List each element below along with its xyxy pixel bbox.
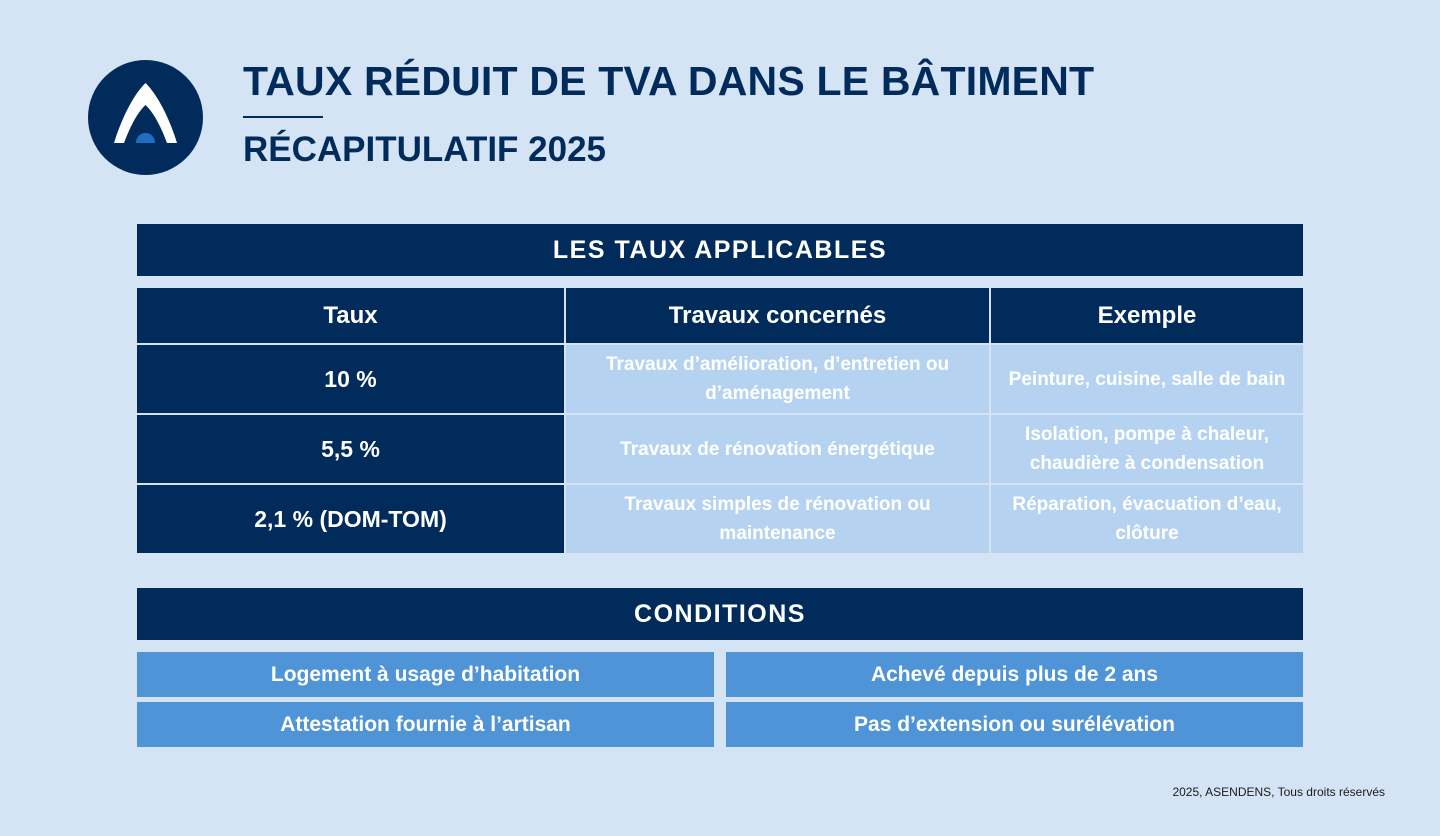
footer-copyright: 2025, ASENDENS, Tous droits réservés: [1172, 785, 1385, 799]
page-title: TAUX RÉDUIT DE TVA DANS LE BÂTIMENT: [243, 58, 1095, 104]
arch-logo-icon: [88, 60, 203, 175]
example-cell: Isolation, pompe à chaleur, chaudière à condensation: [991, 415, 1303, 483]
title-divider: [243, 116, 323, 118]
condition-no-extension: Pas d’extension ou surélévation: [726, 702, 1303, 747]
example-cell: Peinture, cuisine, salle de bain: [991, 345, 1303, 413]
column-header-works: Travaux concernés: [566, 288, 989, 343]
condition-age: Achevé depuis plus de 2 ans: [726, 652, 1303, 697]
column-header-rate: Taux: [137, 288, 564, 343]
works-cell: Travaux d’amélioration, d’entretien ou d’aménagement: [566, 345, 989, 413]
works-cell: Travaux simples de rénovation ou maintenance: [566, 485, 989, 553]
example-cell: Réparation, évacuation d’eau, clôture: [991, 485, 1303, 553]
column-header-example: Exemple: [991, 288, 1303, 343]
rate-cell: 5,5 %: [137, 415, 564, 483]
page-subtitle: RÉCAPITULATIF 2025: [243, 130, 607, 169]
conditions-banner: CONDITIONS: [137, 588, 1303, 640]
works-cell: Travaux de rénovation énergétique: [566, 415, 989, 483]
rates-table: [137, 288, 1303, 553]
rates-banner: LES TAUX APPLICABLES: [137, 224, 1303, 276]
condition-certificate: Attestation fournie à l’artisan: [137, 702, 714, 747]
rate-cell: 2,1 % (DOM-TOM): [137, 485, 564, 553]
conditions-grid: [137, 652, 1303, 747]
rate-cell: 10 %: [137, 345, 564, 413]
condition-housing: Logement à usage d’habitation: [137, 652, 714, 697]
